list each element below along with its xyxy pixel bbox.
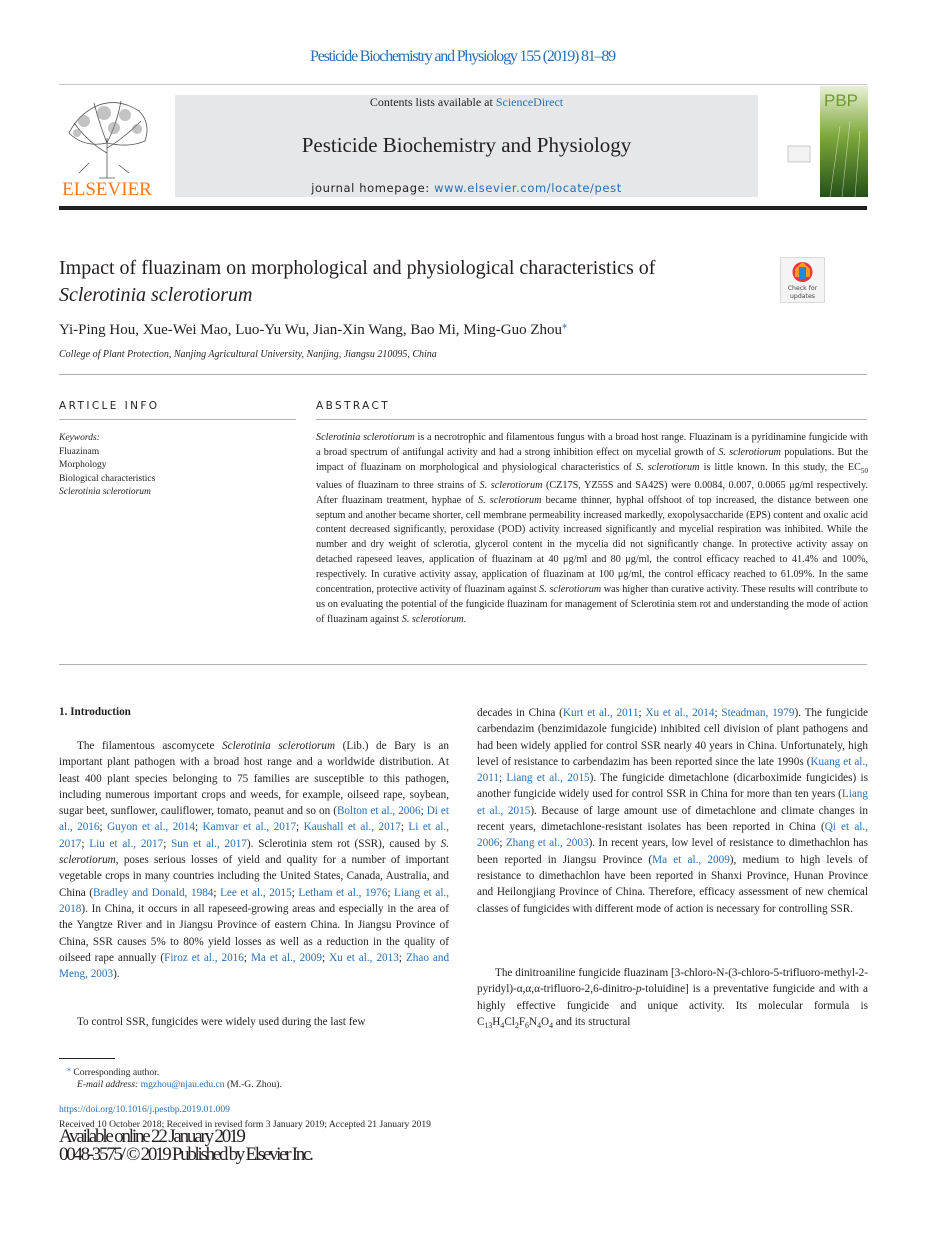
citation-link[interactable]: Liang et al., 2015 (477, 788, 868, 817)
contents-line (175, 95, 758, 110)
citation-link[interactable]: Bolton et al., 2006 (336, 805, 421, 818)
doi-link[interactable]: https://doi.org/10.1016/j.pestbp.2019.01.009 (59, 1104, 230, 1115)
abstract-heading: ABSTRACT (316, 400, 391, 412)
homepage-line (175, 181, 758, 195)
corresponding-author-note (67, 1064, 159, 1078)
elsevier-wordmark: ELSEVIER (62, 179, 152, 198)
citation-link[interactable]: Bradley and Donald, 1984 (93, 886, 214, 899)
journal-citation[interactable]: Pesticide Biochemistry and Physiology 155 (2019) 81–89 (310, 48, 615, 65)
intro-paragraph-3: The dinitroaniline fungicide fluazinam [3-chloro-N-(3-chloro-5-trifluoro-methyl-2-pyridyl)-α,α,α-trifluoro-2,6-dinitro-p-toluidine] is a preventative fungicide and with a highly effective fungicide and unique activity. Its molecular formula is $C_{13}H_4Cl_2F_6N_4O_4$ and its structural (477, 967, 868, 1031)
article-title-line1: Impact of fluazinam on morphological and physiological characteristics of (59, 257, 656, 279)
received-dates: Received 10 October 2018; Received in revised form 3 January 2019; Accepted 21 January 2019 (59, 1119, 431, 1130)
keyword-item: Morphology (59, 460, 107, 470)
corresponding-author-text: Corresponding author. (73, 1067, 160, 1079)
corresponding-author-mark[interactable]: ⁎ (562, 320, 568, 331)
citation-link[interactable]: Guyon et al., 2014 (107, 821, 195, 834)
citation-link[interactable]: Liu et al., 2017 (89, 837, 164, 850)
citation-link[interactable]: Liang et al., 2018 (59, 886, 450, 915)
citation-link[interactable]: Zhang et al., 2003 (505, 837, 589, 850)
citation-link[interactable]: Qi et al., 2006 (477, 821, 868, 850)
intro-paragraph-2-start: To control SSR, fungicides were widely used during the last few (77, 1016, 366, 1028)
abstract-divider (59, 664, 867, 665)
email-suffix: (M.-G. Zhou). (224, 1079, 282, 1090)
keyword-item: Biological characteristics (59, 473, 156, 484)
footnote-mark[interactable]: ⁎ (67, 1064, 71, 1073)
homepage-prefix: journal homepage: (311, 181, 435, 195)
citation-link[interactable]: Liang et al., 2015 (506, 772, 590, 785)
abstract-body: Sclerotinia sclerotiorum is a necrotrophic and filamentous fungus with a broad host range. Fluazinam is a pyridinamine fungicide with a broad spectrum of antifungal activity and had a strong inhibition effect on mycelial growth of S. sclerotiorum populations. But the impact of fluazinam on morphological and physiological characteristics of S. sclerotiorum is little known. In this study, the $EC_{50}$ values of fluazinam to three strains of S. sclerotiorum (CZ17S, YZ55S and SA42S) were 0.0084, 0.007, 0.0065 μg/ml respectively. After fluazinam treatment, hyphae of S. sclerotiorum became thinner, hyphal offshoot of top increased, the distance between one septum and another became shorter, cell membrane permeability increased markedly, exopolysaccharide (EPS) content and oxalic acid content decreased significantly, peroxidase (POD) activity increased significantly and mycelial respiration was inhibited. While the number and dry weight of sclerotia, glycerol content in the mycelia did not significantly change. In protective activity assay on detached rapeseed leaves, application of fluazinam at 40 μg/ml and 80 μg/ml, the control efficacy reached to 41.4% and 100%, respectively. In curative activity assay, application of fluazinam at 100 μg/ml, the control efficacy reached to 61.09%. In the same concentration, protective activity of fluazinam against S. sclerotiorum was higher than curative activity. These results will contribute to us on evaluating the potential of the fungicide fluazinam for management of Sclerotinia stem rot and understanding the mode of action of fluazinam against S. sclerotiorum. (316, 432, 868, 625)
citation-link[interactable]: Zhao and Meng, 2003 (59, 951, 450, 981)
available-online: Available online 22 January 2019 (59, 1126, 244, 1147)
article-info-heading: ARTICLE INFO (59, 400, 160, 412)
citation-link[interactable]: Kaushall et al., 2017 (303, 821, 401, 834)
citation-link[interactable]: Kuang et al., 2011 (477, 755, 868, 785)
email-note (77, 1079, 282, 1090)
author-names: Yi-Ping Hou, Xue-Wei Mao, Luo-Yu Wu, Jian-Xin Wang, Bao Mi, Ming-Guo Zhou (59, 322, 563, 338)
article-title-line2: Sclerotinia sclerotiorum (59, 284, 253, 306)
email-label: E-mail address: (77, 1079, 141, 1090)
elsevier-logo (59, 93, 155, 198)
contents-prefix: Contents lists available at (369, 95, 496, 109)
citation-link[interactable]: Firoz et al., 2016 (164, 951, 244, 964)
citation-link[interactable]: Ma et al., 2009 (250, 951, 322, 964)
check-for-updates-badge[interactable] (780, 257, 825, 303)
keyword-item: Fluazinam (59, 446, 100, 457)
citation-link[interactable]: Li et al., 2017 (59, 821, 450, 850)
journal-cover-image[interactable] (780, 86, 868, 197)
intro-paragraph-2-cont: decades in China (Kurt et al., 2011; Xu et al., 2014; Steadman, 1979). The fungicide carbendazim (benzimidazole fungicide) inhibited cell division of plant pathogens and had been widely applied for control SSR nearly 40 years in China. Unfortunately, high level of resistance to carbendazim has been reported since the late 1990s (Kuang et al., 2011; Liang et al., 2015). The fungicide dimetachlone (dicarboximide fungicides) is another fungicide widely used for control SSR in China for more than ten years (Liang et al., 2015). Because of large amount use of dimetachlone and climate changes in recent years, dimetachlone-resistant isolates has been reported in China (Qi et al., 2006; Zhang et al., 2003). In recent years, low level of resistance to dimethachlon has been reported in Jiangsu Province (Ma et al., 2009), medium to high levels of resistance to dimethachlon have been reported in Shanxi Province, Hunan Province and Heilongjiang Province of China. Therefore, efficacy assessment of new chemical classes of fungicides with different mode of action is necessary for controlling SSR. (477, 707, 869, 915)
intro-paragraph-1: The filamentous ascomycete Sclerotinia sclerotiorum (Lib.) de Bary is an important plant pathogen with a broad host range and a worldwide distribution. At least 400 plant species belonging to 75 families are susceptible to this pathogen, including numerous important crops and weeds, for example, oilseed rape, soybean, sugar beet, sunflower, cauliflower, tomato, peanut and so on (Bolton et al., 2006; Di et al., 2016; Guyon et al., 2014; Kamvar et al., 2017; Kaushall et al., 2017; Li et al., 2017; Liu et al., 2017; Sun et al., 2017). Sclerotinia stem rot (SSR), caused by S. sclerotiorum, poses serious losses of yield and quality for a number of important vegetable crops in many countries including the United States, Canada, Australia, and China (Bradley and Donald, 1984; Lee et al., 2015; Letham et al., 1976; Liang et al., 2018). In China, it occurs in all rapeseed-growing areas and especially in the area of the Yangtze River and in Jiangsu Province of eastern China. In Jiangsu Province of China, SSR causes 5% to 80% yield losses as well as a reduction in the quality of oilseed rape annually (Firoz et al., 2016; Ma et al., 2009; Xu et al., 2013; Zhao and Meng, 2003). (59, 740, 450, 981)
crossmark-label-1: Check for (787, 285, 818, 292)
citation-link[interactable]: Letham et al., 1976 (298, 886, 388, 899)
sciencedirect-link[interactable]: ScienceDirect (495, 95, 564, 109)
citation-link[interactable]: Steadman, 1979 (721, 707, 795, 719)
keywords-block (59, 432, 155, 500)
article-info-rule (59, 419, 296, 420)
citation-link[interactable]: Xu et al., 2014 (645, 707, 715, 719)
cover-abbrev: PBP (824, 91, 859, 110)
citation-link[interactable]: Ma et al., 2009 (652, 853, 730, 866)
citation-link[interactable]: Sun et al., 2017 (171, 837, 247, 850)
crossmark-label-2: updates (789, 293, 816, 300)
citation-link[interactable]: Kamvar et al., 2017 (202, 821, 297, 834)
citation-link[interactable]: Di et al., 2016 (59, 805, 450, 834)
footnote-rule (59, 1058, 115, 1059)
keyword-item: Sclerotinia sclerotiorum (59, 487, 151, 497)
journal-title: Pesticide Biochemistry and Physiology (301, 133, 632, 157)
citation-link[interactable]: Lee et al., 2015 (220, 886, 292, 899)
author-list (59, 320, 567, 339)
citation-link[interactable]: Xu et al., 2013 (329, 951, 399, 964)
affiliation: College of Plant Protection, Nanjing Agricultural University, Nanjing, Jiangsu 210095, China (59, 349, 437, 360)
copyright-line: 0048-3575/ © 2019 Published by Elsevier Inc. (59, 1144, 312, 1165)
header-rule (59, 84, 867, 85)
keywords-label: Keywords: (59, 433, 100, 443)
intro-heading: 1. Introduction (59, 706, 131, 718)
title-divider (59, 374, 867, 375)
abstract-rule (316, 419, 867, 420)
email-link[interactable]: mgzhou@njau.edu.cn (140, 1079, 225, 1090)
header-thick-rule (59, 206, 867, 210)
citation-link[interactable]: Kurt et al., 2011 (562, 707, 639, 719)
homepage-link[interactable]: www.elsevier.com/locate/pest (434, 181, 622, 195)
